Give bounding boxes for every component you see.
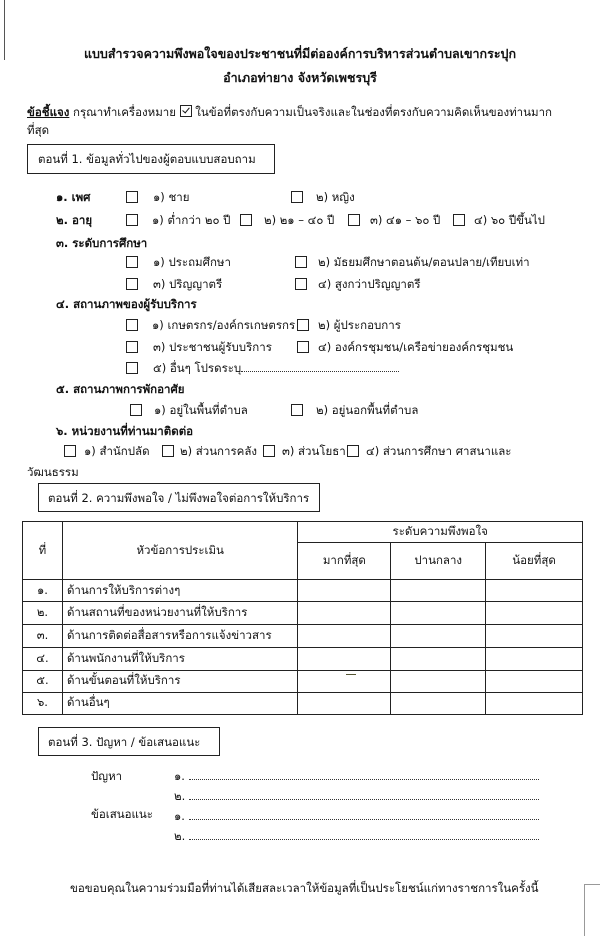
q3-opt2-label: ๒) มัธยมศึกษาตอนต้น/ตอนปลาย/เทียบเท่า	[318, 255, 530, 269]
instruction-text-2: ในข้อที่ตรงกับความเป็นจริงและในช่องที่ตรงกับความคิดเห็นของท่านมาก	[195, 105, 553, 119]
q5-opt2-checkbox[interactable]	[291, 404, 303, 416]
rating-cell[interactable]	[391, 647, 486, 670]
q3-opt4-checkbox[interactable]	[295, 278, 307, 290]
q5-label: ๕. สถานภาพการพักอาศัย	[56, 382, 185, 396]
rating-cell[interactable]	[486, 580, 583, 602]
part3-title: ตอนที่ 3. ปัญหา / ข้อเสนอแนะ	[48, 735, 201, 749]
part2-title: ตอนที่ 2. ความพึงพอใจ / ไม่พึงพอใจต่อการให้บริการ	[48, 491, 310, 505]
q2-label: ๒. อายุ	[56, 213, 93, 227]
q6-opt4-label: ๔) ส่วนการศึกษา ศาสนาและ	[366, 444, 512, 458]
q3-opt4-label: ๔) สูงกว่าปริญญาตรี	[318, 277, 421, 291]
suggestion-line-2[interactable]: ๒.	[174, 828, 539, 846]
rating-cell[interactable]	[486, 692, 583, 714]
problem-label: ปัญหา	[91, 769, 123, 783]
rating-cell[interactable]	[391, 602, 486, 624]
col-level-header: ระดับความพึงพอใจ	[298, 522, 583, 543]
q1-opt2-checkbox[interactable]	[291, 191, 303, 203]
q4-opt5-checkbox[interactable]	[126, 362, 138, 374]
q3-opt2-checkbox[interactable]	[295, 256, 307, 268]
q1-opt1-checkbox[interactable]	[126, 191, 138, 203]
rating-cell[interactable]	[391, 624, 486, 647]
q6-opt2-label: ๒) ส่วนการคลัง	[180, 444, 258, 458]
row-topic: ด้านพนักงานที่ให้บริการ	[62, 647, 298, 670]
q4-label: ๔. สถานภาพของผู้รับบริการ	[56, 297, 197, 311]
row-topic: ด้านสถานที่ของหน่วยงานที่ให้บริการ	[62, 602, 298, 624]
rating-cell[interactable]	[486, 670, 583, 692]
rating-cell[interactable]	[486, 602, 583, 624]
col-topic-header: หัวข้อการประเมิน	[62, 522, 298, 580]
q3-opt1-label: ๑) ประถมศึกษา	[153, 255, 231, 269]
scan-corner	[584, 884, 600, 936]
pen-mark	[346, 674, 356, 675]
col-no-header: ที่	[23, 522, 63, 580]
q1-label: ๑. เพศ	[56, 190, 91, 204]
instruction-text-3: ที่สุด	[27, 123, 50, 137]
rating-cell[interactable]	[298, 647, 391, 670]
q6-opt2-checkbox[interactable]	[162, 445, 174, 457]
evaluation-table	[22, 521, 583, 715]
rating-cell[interactable]	[298, 670, 391, 692]
row-topic: ด้านการติดต่อสื่อสารหรือการแจ้งข่าวสาร	[62, 624, 298, 647]
rating-cell[interactable]	[298, 692, 391, 714]
row-topic: ด้านอื่นๆ	[62, 692, 298, 714]
suggestion-line-1[interactable]: ๑.	[174, 808, 539, 826]
q2-opt2-checkbox[interactable]	[240, 214, 252, 226]
rating-cell[interactable]	[298, 580, 391, 602]
q2-opt1-checkbox[interactable]	[126, 214, 138, 226]
q5-opt1-checkbox[interactable]	[130, 404, 142, 416]
instruction	[27, 104, 552, 122]
row-no: ๕.	[23, 670, 63, 692]
row-no: ๔.	[23, 647, 63, 670]
q5-opt1-label: ๑) อยู่ในพื้นที่ตำบล	[154, 403, 248, 417]
suggestion-label: ข้อเสนอแนะ	[91, 807, 153, 821]
level-most: มากที่สุด	[298, 543, 391, 580]
q2-opt2-label: ๒) ๒๑ – ๔๐ ปี	[264, 213, 335, 227]
q6-opt3-checkbox[interactable]	[263, 445, 275, 457]
table-row	[23, 580, 583, 602]
q4-opt1-label: ๑) เกษตรกร/องค์กรเกษตรกร	[152, 318, 296, 332]
q4-opt2-checkbox[interactable]	[297, 319, 309, 331]
q4-opt2-label: ๒) ผู้ประกอบการ	[318, 318, 401, 332]
q3-opt1-checkbox[interactable]	[126, 256, 138, 268]
form-title: แบบสำรวจความพึงพอใจของประชาชนที่มีต่อองค์การบริหารส่วนตำบลเขากระปุก	[83, 46, 517, 61]
q6-label: ๖. หน่วยงานที่ท่านมาติดต่อ	[56, 424, 194, 438]
row-no: ๑.	[23, 580, 63, 602]
q3-opt3-label: ๓) ปริญญาตรี	[153, 277, 223, 291]
thank-you-note: ขอขอบคุณในความร่วมมือที่ท่านได้เสียสละเวลาให้ข้อมูลที่เป็นประโยชน์แก่ทางราชการในครั้งนี้	[70, 881, 539, 895]
rating-cell[interactable]	[391, 580, 486, 602]
table-row	[23, 647, 583, 670]
table-row	[23, 670, 583, 692]
q1-opt1-label: ๑) ชาย	[153, 190, 190, 204]
q4-opt4-label: ๔) องค์กรชุมชน/เครือข่ายองค์กรชุมชน	[318, 340, 514, 354]
instruction-label: ข้อชี้แจง	[27, 105, 70, 119]
table-row	[23, 692, 583, 714]
q2-opt1-label: ๑) ต่ำกว่า ๒๐ ปี	[152, 213, 231, 227]
q4-opt1-checkbox[interactable]	[126, 319, 138, 331]
rating-cell[interactable]	[391, 692, 486, 714]
row-topic: ด้านขั้นตอนที่ให้บริการ	[62, 670, 298, 692]
q2-opt4-label: ๔) ๖๐ ปีขึ้นไป	[474, 213, 545, 227]
table-row	[23, 602, 583, 624]
instruction-text-1: กรุณาทำเครื่องหมาย	[73, 105, 176, 119]
row-topic: ด้านการให้บริการต่างๆ	[62, 580, 298, 602]
q1-opt2-label: ๒) หญิง	[316, 190, 355, 204]
rating-cell[interactable]	[486, 624, 583, 647]
q6-opt4-checkbox[interactable]	[347, 445, 359, 457]
q4-opt3-checkbox[interactable]	[126, 341, 138, 353]
part1-title: ตอนที่ 1. ข้อมูลทั่วไปของผู้ตอบแบบสอบถาม	[38, 152, 256, 166]
q2-opt3-label: ๓) ๔๑ – ๖๐ ปี	[370, 213, 441, 227]
q5-opt2-label: ๒) อยู่นอกพื้นที่ตำบล	[316, 403, 419, 417]
level-least: น้อยที่สุด	[486, 543, 583, 580]
q2-opt4-checkbox[interactable]	[453, 214, 465, 226]
q4-opt5-label: ๕) อื่นๆ โปรดระบุ	[153, 360, 399, 378]
rating-cell[interactable]	[486, 647, 583, 670]
q4-opt3-label: ๓) ประชาชนผู้รับบริการ	[153, 340, 272, 354]
rating-cell[interactable]	[391, 670, 486, 692]
table-row	[23, 624, 583, 647]
problem-line-1[interactable]: ๑.	[174, 768, 539, 786]
q2-opt3-checkbox[interactable]	[348, 214, 360, 226]
form-subtitle: อำเภอท่ายาง จังหวัดเพชรบุรี	[223, 70, 377, 85]
problem-line-2[interactable]: ๒.	[174, 788, 539, 806]
rating-cell[interactable]	[298, 624, 391, 647]
q3-opt3-checkbox[interactable]	[126, 278, 138, 290]
q3-label: ๓. ระดับการศึกษา	[56, 236, 148, 250]
rating-cell[interactable]	[298, 602, 391, 624]
q4-opt4-checkbox[interactable]	[297, 341, 309, 353]
q6-opt3-label: ๓) ส่วนโยธา	[282, 444, 346, 458]
q6-opt1-checkbox[interactable]	[64, 445, 76, 457]
row-no: ๖.	[23, 692, 63, 714]
q6-continuation: วัฒนธรรม	[27, 465, 79, 479]
level-medium: ปานกลาง	[391, 543, 486, 580]
checked-box-icon	[180, 105, 192, 117]
row-no: ๓.	[23, 624, 63, 647]
row-no: ๒.	[23, 602, 63, 624]
q6-opt1-label: ๑) สำนักปลัด	[84, 444, 150, 458]
